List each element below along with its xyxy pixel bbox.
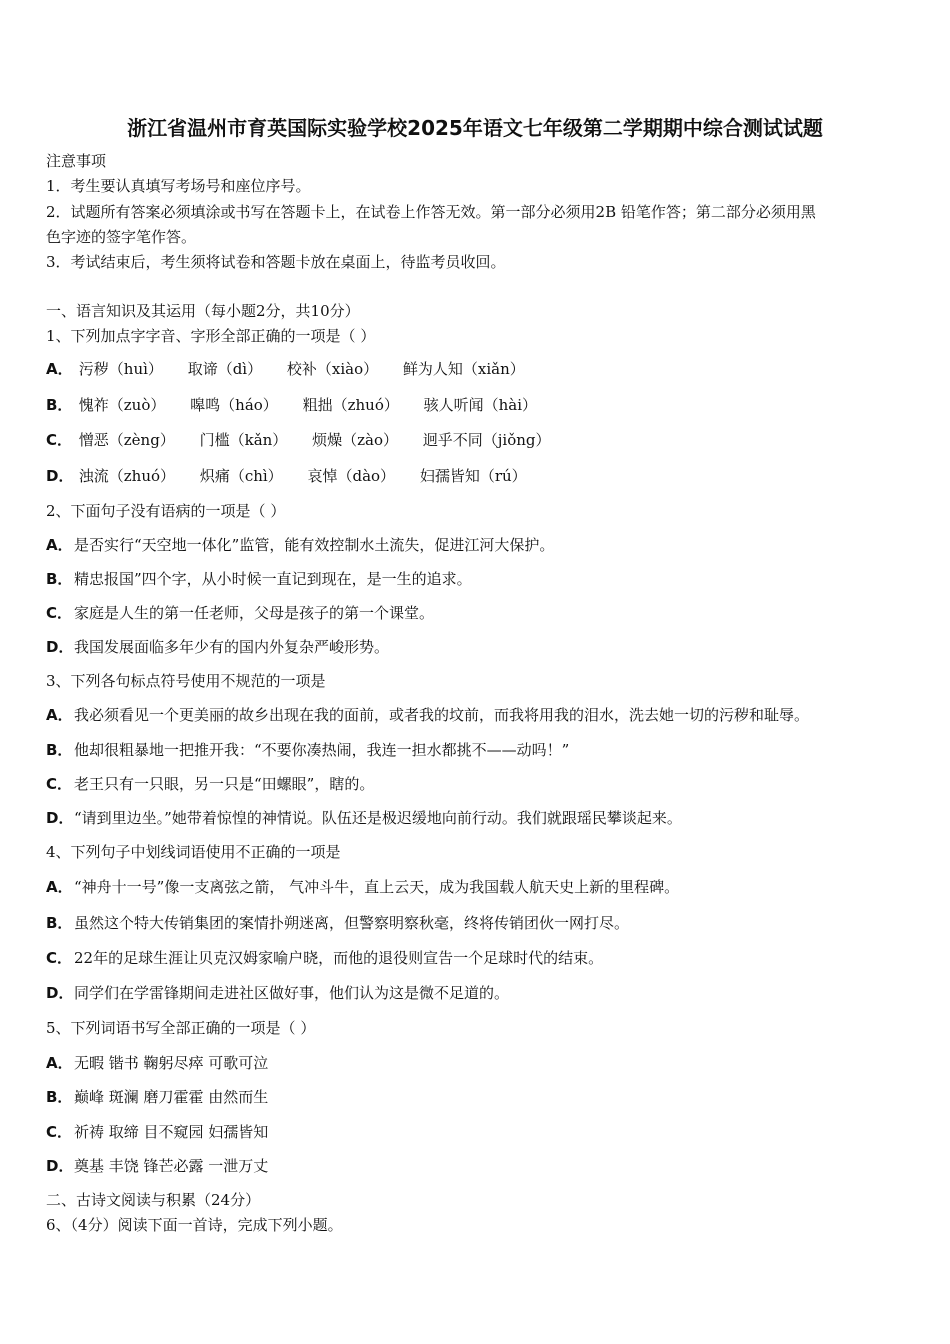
option-row [46, 983, 509, 1003]
option-label: B． [46, 1088, 73, 1106]
option-text: 精忠报国”四个字，从小时候一直记到现在，是一生的追求。 [74, 570, 472, 588]
option-row [46, 774, 374, 794]
option-word: 炽痛（chì） [199, 467, 283, 485]
notice-item: 色字迹的签字笔作答。 [46, 228, 197, 246]
option-label: A． [46, 360, 73, 378]
option-label: D． [46, 638, 74, 656]
option-row [46, 877, 679, 897]
option-row [46, 569, 472, 589]
question-stem: 5、下列词语书写全部正确的一项是（ ） [46, 1019, 316, 1037]
option-row [46, 535, 554, 555]
option-word: 哀悼（dào） [307, 467, 396, 485]
option-word: 嗥鸣（háo） [190, 396, 278, 414]
option-text: 同学们在学雷锋期间走进社区做好事，他们认为这是微不足道的。 [74, 984, 510, 1002]
option-word: 粗拙（zhuó） [302, 396, 399, 414]
option-label: C． [46, 949, 73, 967]
option-word: 妇孺皆知（rú） [419, 467, 527, 485]
option-text: 无暇 锴书 鞠躬尽瘁 可歌可泣 [74, 1054, 269, 1072]
option-text: “请到里边坐。”她带着惊惶的神情说。队伍还是极迟缓地向前行动。我们就跟瑶民攀谈起来。 [74, 809, 682, 827]
option-text: 虽然这个特大传销集团的案情扑朔迷离，但警察明察秋毫，终将传销团伙一网打尽。 [74, 914, 630, 932]
option-word: 浊流（zhuó） [78, 467, 176, 485]
option-word: 门槛（kǎn） [199, 431, 288, 449]
option-label: A． [46, 706, 73, 724]
notice-heading: 注意事项 [46, 152, 107, 170]
option-word: 愧祚（zuò） [78, 396, 166, 414]
option-text: 巅峰 斑澜 磨刀霍霍 由然而生 [74, 1088, 269, 1106]
option-label: C． [46, 431, 73, 449]
notice-item: 3．考试结束后，考生须将试卷和答题卡放在桌面上，待监考员收回。 [46, 253, 506, 271]
option-word: 迥乎不同（jiǒng） [422, 431, 551, 449]
option-row [46, 740, 569, 760]
option-text: 祈祷 取缔 目不窥园 妇孺皆知 [74, 1123, 269, 1141]
option-row [46, 1053, 268, 1073]
option-text: 22年的足球生涯让贝克汉姆家喻户晓，而他的退役则宣告一个足球时代的结束。 [74, 949, 604, 967]
option-label: D． [46, 467, 74, 485]
option-word: 憎恶（zèng） [78, 431, 175, 449]
option-word: 取谛（dì） [187, 360, 263, 378]
section-heading: 一、语言知识及其运用（每小题2分，共10分） [46, 302, 360, 320]
option-text: 家庭是人生的第一任老师，父母是孩子的第一个课堂。 [74, 604, 435, 622]
option-word: 烦燥（zào） [312, 431, 398, 449]
option-word: 鲜为人知（xiǎn） [402, 360, 525, 378]
option-row [46, 1122, 268, 1142]
option-label: B． [46, 914, 73, 932]
option-text: 我必须看见一个更美丽的故乡出现在我的面前，或者我的坟前，而我将用我的泪水，洗去她一切的污秽和耻辱。 [74, 706, 810, 724]
option-row [46, 395, 557, 415]
notice-item: 2．试题所有答案必须填涂或书写在答题卡上，在试卷上作答无效。第一部分必须用2B 铅笔作答；第二部分必须用黑 [46, 203, 816, 221]
option-label: C． [46, 1123, 73, 1141]
option-word: 校补（xiào） [286, 360, 379, 378]
option-label: A． [46, 1054, 73, 1072]
option-text: 奠基 丰饶 锋芒必露 一泄万丈 [74, 1157, 269, 1175]
section-heading: 二、古诗文阅读与积累（24分） [46, 1191, 261, 1209]
option-word: 污秽（huì） [78, 360, 163, 378]
question-stem: 4、下列句子中划线词语使用不正确的一项是 [46, 843, 341, 861]
option-text: 老王只有一只眼，另一只是“田螺眼”，瞎的。 [74, 775, 375, 793]
option-label: D． [46, 809, 74, 827]
notice-item: 1．考生要认真填写考场号和座位序号。 [46, 177, 311, 195]
option-row [46, 603, 434, 623]
option-text: “神舟十一号”像一支离弦之箭， 气冲斗牛，直上云天，成为我国载人航天史上新的里程碑。 [74, 878, 680, 896]
option-word: 骇人听闻（hài） [423, 396, 538, 414]
option-label: B． [46, 570, 73, 588]
option-row [46, 637, 389, 657]
question-stem: 6、（4分）阅读下面一首诗，完成下列小题。 [46, 1216, 343, 1234]
option-row [46, 1087, 268, 1107]
option-label: C． [46, 604, 73, 622]
option-label: A． [46, 536, 73, 554]
option-text: 我国发展面临多年少有的国内外复杂严峻形势。 [74, 638, 390, 656]
option-text: 他却很粗暴地一把推开我：“不要你凑热闹，我连一担水都挑不——动吗！” [74, 741, 570, 759]
option-row [46, 705, 809, 725]
question-stem: 3、下列各句标点符号使用不规范的一项是 [46, 672, 326, 690]
option-label: B． [46, 741, 73, 759]
option-label: A． [46, 878, 73, 896]
option-text: 是否实行“天空地一体化”监管，能有效控制水土流失，促进江河大保护。 [74, 536, 555, 554]
option-row [46, 359, 545, 379]
option-row [46, 430, 571, 450]
option-label: D． [46, 984, 74, 1002]
option-row [46, 1156, 268, 1176]
option-label: C． [46, 775, 73, 793]
option-row [46, 948, 603, 968]
page-title: 浙江省温州市育英国际实验学校2025年语文七年级第二学期期中综合测试试题 [127, 116, 823, 140]
option-label: B． [46, 396, 73, 414]
option-row [46, 466, 547, 486]
question-stem: 2、下面句子没有语病的一项是（ ） [46, 502, 286, 520]
question-stem: 1、下列加点字字音、字形全部正确的一项是（ ） [46, 327, 376, 345]
option-label: D． [46, 1157, 74, 1175]
option-row [46, 808, 682, 828]
option-row [46, 913, 629, 933]
